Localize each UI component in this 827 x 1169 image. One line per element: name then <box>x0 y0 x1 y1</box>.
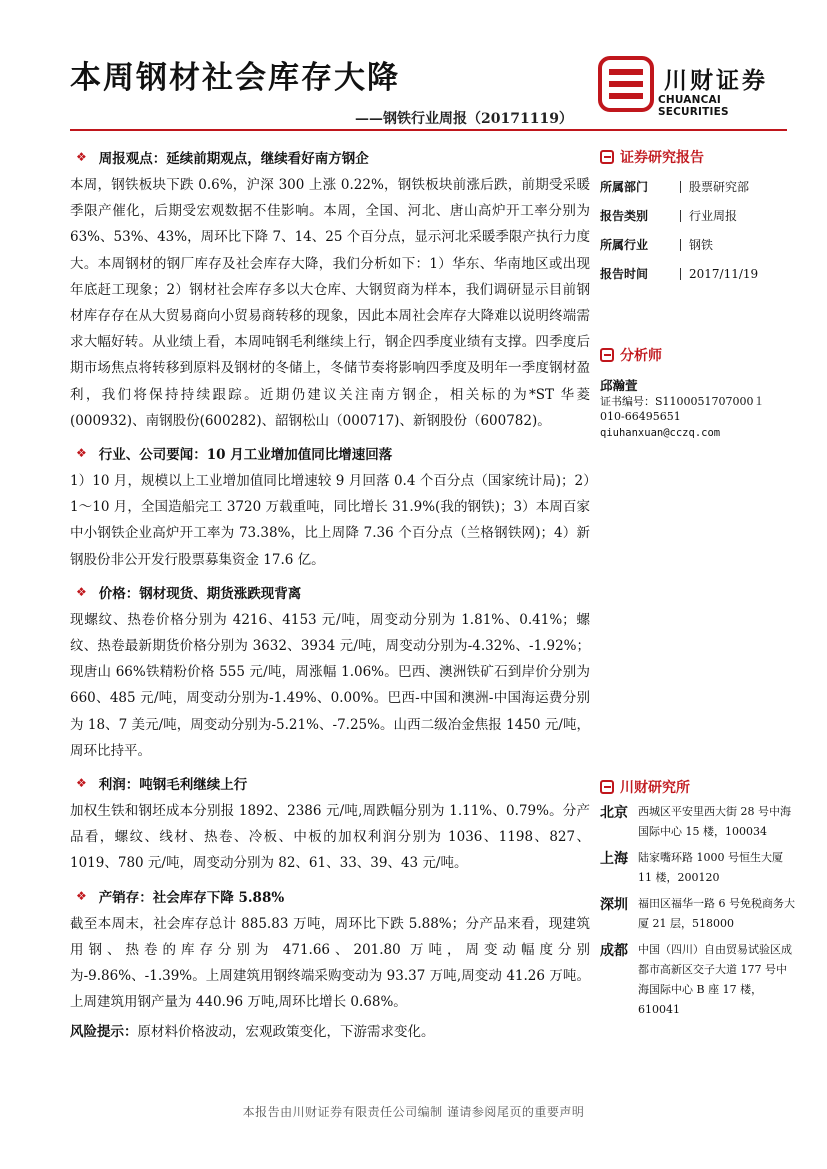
page-footer: 本报告由川财证券有限责任公司编制 谨请参阅尾页的重要声明 <box>242 1105 585 1119</box>
risk-text: 原材料价格波动，宏观政策变化，下游需求变化。 <box>137 1024 435 1041</box>
sidebar <box>600 142 795 1026</box>
analyst-phone: 010-66495651 <box>600 410 681 423</box>
section-heading-news: ❖ 行业、公司要闻：10 月工业增加值同比增速回落 <box>76 446 393 464</box>
diamond-bullet-icon: ❖ <box>76 888 87 903</box>
section-marker-icon <box>600 780 614 794</box>
report-title: 本周钢材社会库存大降 <box>70 60 400 96</box>
section-heading-price: ❖ 价格：钢材现货、期货涨跌现背离 <box>76 584 302 602</box>
info-row-category: 报告类别 行业周报 <box>600 208 738 223</box>
info-row-department: 所属部门 股票研究部 <box>600 179 750 194</box>
logo-english-name: CHUANCAI SECURITIES <box>658 94 729 118</box>
section-text-news: 1）10 月，规模以上工业增加值同比增速较 9 月回落 0.4 个百分点（国家统计局)；2）1～10 月，全国造船完工 3720 万载重吨，同比增长 31.9%(我的钢铁)；3）本周百家中小钢铁企业高炉开工率为 73.38%，比上周降 7.36 个百分点（兰格钢铁网)；4）新钢股份非公开发行股票募集资金 17.6 亿。 <box>70 473 590 568</box>
section-marker-icon <box>600 348 614 362</box>
report-subtitle: ——钢铁行业周报（20171119） <box>355 111 573 127</box>
logo-mark-icon <box>598 56 654 112</box>
office-shanghai: 上海 陆家嘴环路 1000 号恒生大厦 11 楼，200120 <box>600 851 783 884</box>
section-heading-inventory: ❖ 产销存：社会库存下降 5.88% <box>76 888 285 906</box>
diamond-bullet-icon: ❖ <box>76 446 87 461</box>
office-beijing: 北京 西城区平安里西大街 28 号中海国际中心 15 楼，100034 <box>600 805 791 838</box>
risk-label: 风险提示： <box>70 1024 138 1041</box>
analyst-email[interactable]: qiuhanxuan@cczq.com <box>600 427 721 439</box>
diamond-bullet-icon: ❖ <box>76 584 87 599</box>
info-row-industry: 所属行业 钢铁 <box>600 237 714 252</box>
report-info-heading: 证券研究报告 <box>600 142 795 172</box>
diamond-bullet-icon: ❖ <box>76 150 87 164</box>
info-row-date: 报告时间 2017/11/19 <box>600 266 759 281</box>
section-marker-icon <box>600 150 614 164</box>
analyst-cert: 证书编号：S1100051707000１ <box>600 395 765 408</box>
analyst-heading: 分析师 <box>600 340 795 370</box>
analyst-name: 邱瀚萱 <box>600 378 638 393</box>
office-chengdu: 成都 中国（四川）自由贸易试验区成都市高新区交子大道 177 号中海国际中心 B 座 17 楼，610041 <box>600 943 792 1016</box>
section-heading-view: ❖ 周报观点：延续前期观点，继续看好南方钢企 <box>76 150 369 167</box>
section-heading-profit: ❖ 利润：吨钢毛利继续上行 <box>76 776 248 794</box>
section-text-profit: 加权生铁和钢坯成本分别报 1892、2386 元/吨,周跌幅分别为 1.11%、0.79%。分产品看，螺纹、线材、热卷、冷板、中板的加权利润分别为 1036、1198、827、1019、780 元/吨，周变动分别为 82、61、33、39、43 元/吨。 <box>70 803 590 872</box>
main-content <box>70 142 590 1046</box>
company-logo <box>598 56 793 116</box>
logo-name: 川财证券 <box>664 68 768 94</box>
header-divider <box>70 129 787 131</box>
section-text-inventory: 截至本周末，社会库存总计 885.83 万吨，周环比下跌 5.88%；分产品来看，现建筑用钢、热卷的库存分别为 471.66、201.80 万吨，周变动幅度分别为-9.86%、-1.39%。上周建筑用钢终端采购变动为 93.37 万吨,周变动 41.26 万吨。上周建筑用钢产量为 440.96 万吨,周环比增长 0.68%。 <box>70 915 590 1011</box>
section-text-price: 现螺纹、热卷价格分别为 4216、4153 元/吨，周变动分别为 1.81%、0.41%；螺纹、热卷最新期货价格分别为 3632、3934 元/吨，周变动分别为-4.32%、-1.92%；现唐山 66%铁精粉价格 555 元/吨，周涨幅 1.06%。巴西、澳洲铁矿石到岸价分别为 660、485 元/吨，周变动分别为-1.49%、0.00%。巴西-中国和澳洲-中国海运费分别为 18、7 美元/吨，周变动分别为-5.21%、-7.25%。山西二级冶金焦报 1450 元/吨，周环比持平。 <box>70 611 590 759</box>
section-text-view: 本周，钢铁板块下跌 0.6%，沪深 300 上涨 0.22%，钢铁板块前涨后跌，前期受采暖季限产催化，后期受宏观数据不佳影响。本周，全国、河北、唐山高炉开工率分别为 63%、53%、43%，周环比下降 7、14、25 个百分点，显示河北采暖季限产执行力度大。本周钢材的钢厂库存及社会库存大降，我们分析如下：1）华东、华南地区或出现年底赶工现象；2）钢材社会库存多以大仓库、大钢贸商为样本，我们调研显示目前钢材库存存在从大贸易商向小贸易商转移的现象，因此本周社会库存大降难以说明终端需求大幅好转。从业绩上看，本周吨钢毛利继续上行，钢企四季度业绩有支撑。四季度后期市场焦点将转移到原料及钢材的冬储上，冬储节奏将影响四季度及明年一季度钢材盈利，我们将保持持续跟踪。近期仍建议关注南方钢企，相关标的为*ST 华菱(000932)、南钢股份(600282)、韶钢松山（000717)、新钢股份（600782)。 <box>70 177 590 429</box>
institute-heading: 川财研究所 <box>600 772 795 802</box>
diamond-bullet-icon: ❖ <box>76 776 87 791</box>
risk-warning <box>70 1019 590 1045</box>
office-shenzhen: 深圳 福田区福华一路 6 号免税商务大厦 21 层，518000 <box>600 897 795 930</box>
